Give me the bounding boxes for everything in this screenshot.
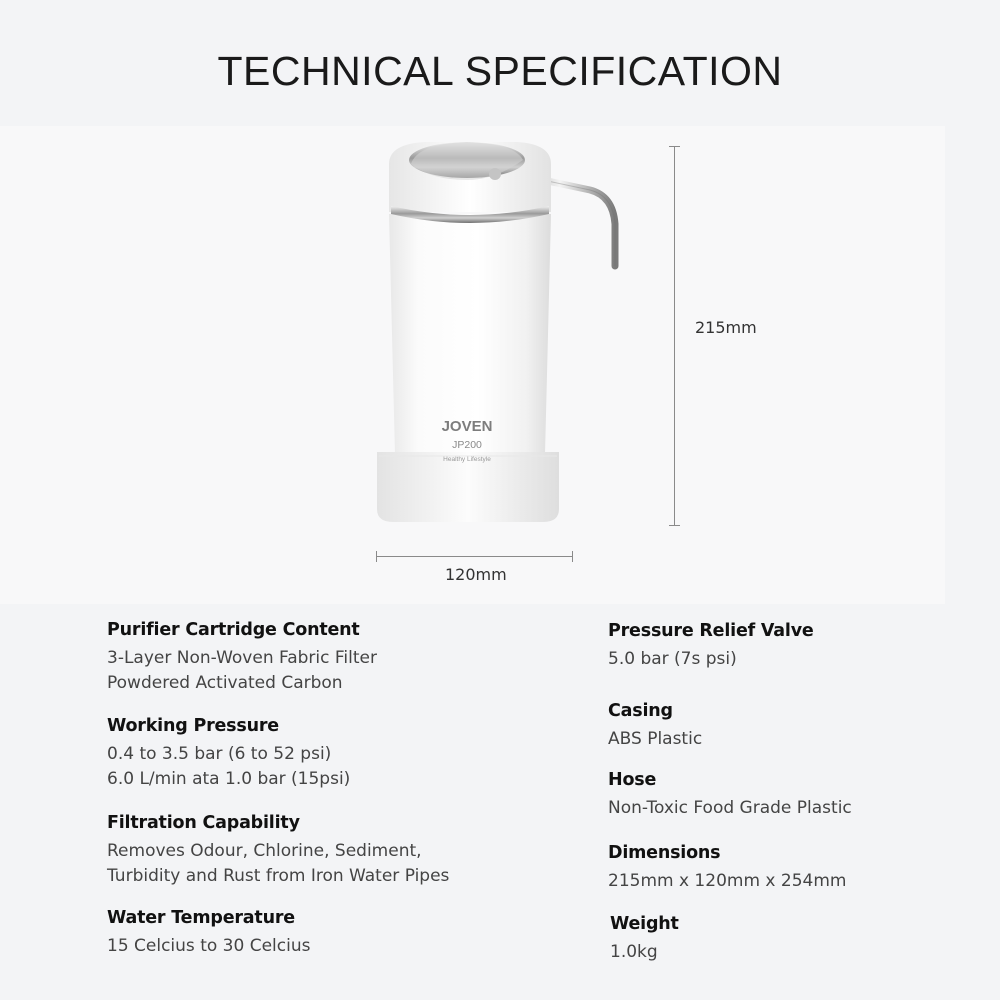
- spec-dimensions: [608, 841, 846, 894]
- spec-pressure-relief-valve: [608, 619, 814, 672]
- spec-heading: Casing: [608, 701, 673, 721]
- spec-heading: Filtration Capability: [107, 813, 300, 833]
- spec-casing: [608, 699, 702, 752]
- brand-logo: JOVEN: [441, 418, 493, 435]
- tagline-label: Healthy Lifestyle: [443, 456, 491, 463]
- spec-heading: Hose: [608, 770, 657, 790]
- spec-weight: [610, 912, 679, 965]
- spec-value: 5.0 bar (7s psi): [608, 649, 737, 669]
- spec-purifier-cartridge: [107, 618, 377, 696]
- spec-working-pressure: [107, 714, 350, 792]
- spec-value: 215mm x 120mm x 254mm: [608, 871, 847, 891]
- spec-heading: Weight: [610, 914, 679, 934]
- spec-value: 6.0 L/min ata 1.0 bar (15psi): [107, 769, 351, 789]
- width-dimension-label: 120mm: [445, 565, 507, 584]
- spec-heading: Water Temperature: [107, 908, 295, 928]
- height-dimension-line: [674, 146, 675, 526]
- width-dimension-tick-right: [572, 551, 573, 562]
- spec-value: ABS Plastic: [608, 729, 703, 749]
- height-dimension-tick-bottom: [669, 525, 680, 526]
- height-dimension-label: 215mm: [695, 318, 757, 337]
- spec-value: 3-Layer Non-Woven Fabric Filter: [107, 648, 377, 668]
- width-dimension-line: [376, 556, 573, 557]
- model-label: JP200: [452, 439, 482, 451]
- spec-heading: Working Pressure: [107, 716, 279, 736]
- spec-value: Turbidity and Rust from Iron Water Pipes: [107, 866, 450, 886]
- spec-filtration-capability: [107, 811, 449, 889]
- spec-heading: Purifier Cartridge Content: [107, 620, 360, 640]
- spec-value: 1.0kg: [610, 942, 658, 962]
- spec-value: Removes Odour, Chlorine, Sediment,: [107, 841, 422, 861]
- spec-hose: [608, 768, 852, 821]
- spec-value: 15 Celcius to 30 Celcius: [107, 936, 311, 956]
- spec-value: Non-Toxic Food Grade Plastic: [608, 798, 852, 818]
- spec-heading: Pressure Relief Valve: [608, 621, 814, 641]
- width-dimension-tick-left: [376, 551, 377, 562]
- spec-value: Powdered Activated Carbon: [107, 673, 343, 693]
- water-purifier-image: [365, 134, 635, 534]
- spec-value: 0.4 to 3.5 bar (6 to 52 psi): [107, 744, 332, 764]
- spec-heading: Dimensions: [608, 843, 721, 863]
- page-title: TECHNICAL SPECIFICATION: [217, 48, 783, 94]
- spec-water-temperature: [107, 906, 310, 959]
- height-dimension-tick-top: [669, 146, 680, 147]
